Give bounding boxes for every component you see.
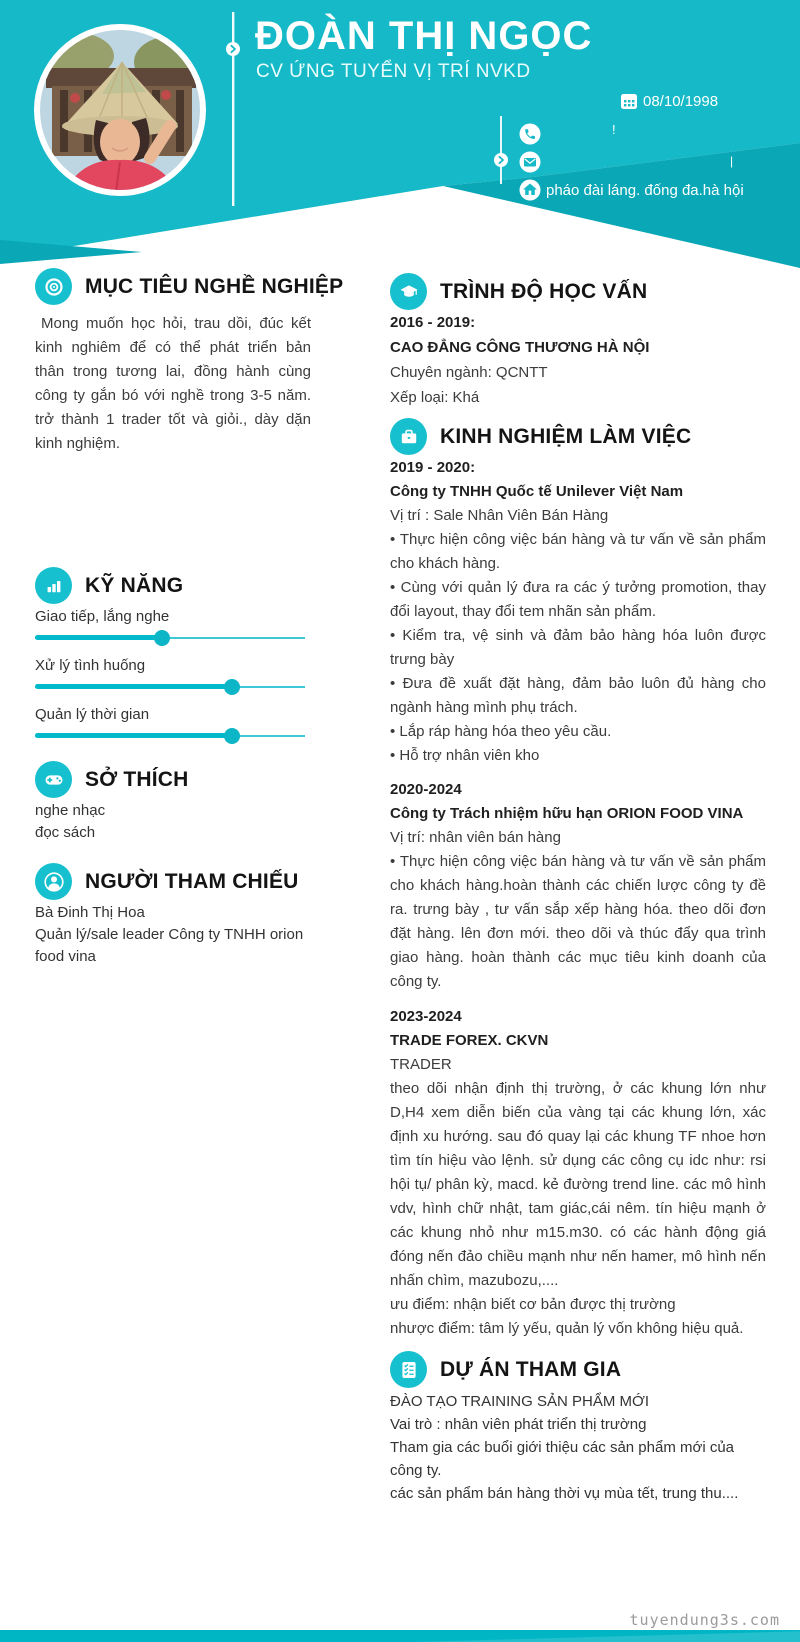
checklist-icon <box>390 1351 427 1388</box>
job-pros: ưu điểm: nhận biết cơ bản được thị trường <box>390 1296 676 1313</box>
slider-knob[interactable] <box>224 679 240 695</box>
hobbies-list <box>35 800 305 844</box>
section-projects-header <box>390 1351 621 1388</box>
target-icon <box>35 268 72 305</box>
home-icon <box>520 180 541 201</box>
skill-label: Quản lý thời gian <box>35 706 150 723</box>
job-bullet: • Lắp ráp hàng hóa theo yêu cầu. <box>390 723 612 740</box>
project-line: Tham gia các buổi giới thiệu các sản phẩm mới của công ty. <box>390 1439 735 1479</box>
skill-slider[interactable] <box>35 728 305 744</box>
skill-item <box>35 655 305 695</box>
objective-text: Mong muốn học hỏi, trau dồi, đúc kết kinh nghiêm để có thể phát triển bản thân trong tương lai, đồng hành cùng công ty gắn bó với nghề trong 3-5 năm. trở thành 1 trader tốt và giỏi., dày dặn kinh nghiệm. <box>35 315 311 452</box>
section-title: NGƯỜI THAM CHIẾU <box>85 869 299 893</box>
job-bullet: • Cùng với quản lý đưa ra các ý tưởng promotion, thay đổi layout, thay đổi tem nhãn sản phẩm. <box>390 579 766 620</box>
section-title: DỰ ÁN THAM GIA <box>440 1357 622 1381</box>
person-name: ĐOÀN THỊ NGỌC <box>255 14 593 58</box>
job-company: TRADE FOREX. CKVN <box>390 1032 549 1049</box>
graduation-cap-icon <box>390 273 427 310</box>
reference-person: Bà Đinh Thị Hoa <box>35 904 145 921</box>
phone-redacted-mark: ! <box>612 122 616 137</box>
education-grade: Xếp loại: Khá <box>390 389 480 406</box>
skills-list <box>35 606 305 753</box>
phone-icon <box>520 124 541 145</box>
section-title: TRÌNH ĐỘ HỌC VẤN <box>440 279 648 303</box>
calendar-icon <box>621 94 637 109</box>
email-icon <box>520 152 541 173</box>
project-role: Vai trò : nhân viên phát triển thị trường <box>390 1416 647 1433</box>
job-period: 2019 - 2020: <box>390 459 476 476</box>
email-redacted-mark: | <box>730 154 734 168</box>
section-experience-header <box>390 418 691 455</box>
skill-slider[interactable] <box>35 679 305 695</box>
education-school: CAO ĐẲNG CÔNG THƯƠNG HÀ NỘI <box>390 339 650 356</box>
address-value: pháo đài láng. đống đa.hà hội <box>546 182 744 199</box>
briefcase-icon <box>390 418 427 455</box>
header-divider-line <box>232 12 234 206</box>
slider-knob[interactable] <box>224 728 240 744</box>
job-bullets <box>390 850 766 994</box>
education-period: 2016 - 2019: <box>390 314 476 331</box>
job-bullets <box>390 1077 766 1293</box>
job-bullets <box>390 528 766 768</box>
job-bullet: • Thực hiện công việc bán hàng và tư vấn về sản phẩm cho khách hàng.hoàn thành các chiến lược công ty đề ra. trưng bày , tư vấn sắp xếp hàng hóa. theo dõi đơn đặt hàng. lên đơn mới. theo dõi và thúc đẩy qua trình giao hàng. hoàn thành các mục tiêu kinh doanh của công ty. <box>390 853 766 990</box>
job-bullet: theo dõi nhận định thị trường, ở các khung lớn như D,H4 xem diễn biến của vàng tại các khung lớn, xác định xu hướng. sau đó quay lại các khung TF nhoe hơn tìm tín hiệu vào lệnh. sử dụng các công cụ idc như: rsi hội tụ/ phân kỳ, macd. kẻ đường trend line. các mô hình vdv, hình chữ nhật, tam giác,cái nêm. tín hiệu mạnh ở các khung nhỏ như m15.m30. có các hành động giá đóng nến đảo chiều mạnh như nến hamer, mô hình nến nhấn chìm, mazubozu,.... <box>390 1080 766 1289</box>
slider-knob[interactable] <box>154 630 170 646</box>
project-line: các sản phẩm bán hàng thời vụ mùa tết, trung thu.... <box>390 1485 739 1502</box>
section-references-header <box>35 863 299 900</box>
slider-fill <box>35 733 232 738</box>
slider-fill <box>35 684 232 689</box>
bar-chart-icon <box>35 567 72 604</box>
job-position: TRADER <box>390 1056 452 1073</box>
skill-item <box>35 704 305 744</box>
slider-fill <box>35 635 162 640</box>
dob-value: 08/10/1998 <box>643 93 719 110</box>
job-block <box>390 456 766 768</box>
job-bullet: • Hỗ trợ nhân viên kho <box>390 747 540 764</box>
watermark: tuyendung3s.com <box>629 1611 780 1629</box>
section-skills-header <box>35 567 183 604</box>
hobby-item: đọc sách <box>35 824 96 841</box>
skill-label: Xử lý tình huống <box>35 657 146 674</box>
job-cons: nhược điểm: tâm lý yếu, quản lý vốn không hiệu quả. <box>390 1320 744 1337</box>
job-position: Vị trí: nhân viên bán hàng <box>390 829 561 846</box>
job-block <box>390 1005 766 1341</box>
section-title: KỸ NĂNG <box>85 573 184 597</box>
job-bullet: • Thực hiện công việc bán hàng và tư vấn về sản phẩm cho khách hàng. <box>390 531 766 572</box>
job-position: Vị trí : Sale Nhân Viên Bán Hàng <box>390 507 609 524</box>
section-title: SỞ THÍCH <box>85 767 189 791</box>
cv-subtitle: CV ỨNG TUYỂN VỊ TRÍ NVKD <box>256 61 531 82</box>
contact-divider-line <box>500 116 502 184</box>
project-name: ĐÀO TẠO TRAINING SẢN PHẨM MỚI <box>390 1393 650 1410</box>
skill-label: Giao tiếp, lắng nghe <box>35 608 170 625</box>
job-bullet: • Kiểm tra, vệ sinh và đảm bảo hàng hóa luôn được trưng bày <box>390 627 766 668</box>
job-company: Công ty TNHH Quốc tế Unilever Việt Nam <box>390 483 684 500</box>
gamepad-icon <box>35 761 72 798</box>
section-objective-header <box>35 268 343 305</box>
job-block <box>390 778 766 994</box>
education-major: Chuyên ngành: QCNTT <box>390 364 548 381</box>
project-lines <box>390 1436 766 1505</box>
job-period: 2020-2024 <box>390 781 462 798</box>
job-period: 2023-2024 <box>390 1008 462 1025</box>
section-title: MỤC TIÊU NGHỀ NGHIỆP <box>85 274 344 298</box>
person-icon <box>35 863 72 900</box>
reference-role: Quản lý/sale leader Công ty TNHH orion food vina <box>35 926 304 965</box>
chevron-circle-icon <box>494 153 508 167</box>
job-company: Công ty Trách nhiệm hữu hạn ORION FOOD VINA <box>390 805 744 822</box>
skill-slider[interactable] <box>35 630 305 646</box>
job-bullet: • Đưa đề xuất đặt hàng, đảm bảo luôn đủ hàng cho ngành hàng mình phụ trách. <box>390 675 766 716</box>
skill-item <box>35 606 305 646</box>
section-hobbies-header <box>35 761 189 798</box>
section-title: KINH NGHIỆM LÀM VIỆC <box>440 424 692 448</box>
chevron-circle-icon <box>226 42 240 56</box>
hobby-item: nghe nhạc <box>35 802 106 819</box>
section-education-header <box>390 273 647 310</box>
